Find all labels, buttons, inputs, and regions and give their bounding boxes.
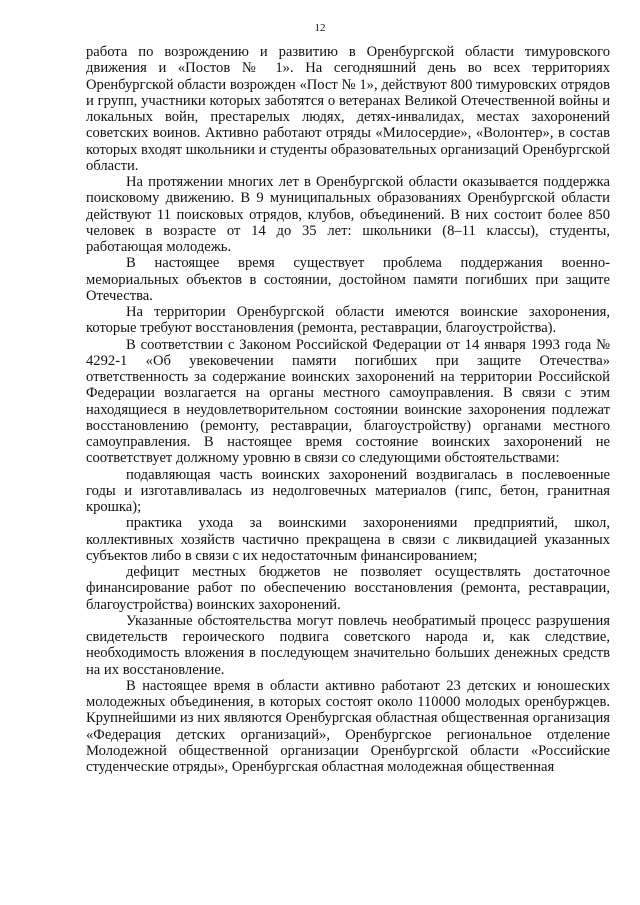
paragraph-7: В настоящее время в области активно работают 23 детских и юношеских молодежных объединения, в которых состоят около 110000 молодых оренбуржцев. Крупнейшими из них являются Оренбургская областная общественная организация «Федерация детских организаций», Оренбургское региональное отделение Молодежной общественной организации Оренбургской области «Российские студенческие отряды», Оренбургская областная молодежная общественная — [86, 677, 610, 775]
list-item-3: дефицит местных бюджетов не позволяет осуществлять достаточное финансирование работ по обеспечению восстановления (ремонта, реставрации, благоустройства) воинских захоронений. — [86, 564, 610, 613]
page-number: 12 — [314, 22, 326, 34]
paragraph-1: работа по возрождению и развитию в Оренбургской области тимуровского движения и «Постов № 1». На сегодняшний день во всех территориях Оренбургской области возрожден «Пост № 1», действуют 800 тимуровских отрядов и групп, участники которых заботятся о ветеранах Великой Отечественной войны и локальных войн, престарелых людях, детях-инвалидах, местах захоронений советских воинов. Активно работают отряды «Милосердие», «Волонтер», в состав которых входят школьники и студенты образовательных организаций Оренбургской области. — [86, 44, 610, 174]
paragraph-5: В соответствии с Законом Российской Федерации от 14 января 1993 года № 4292-1 «Об увековечении памяти погибших при защите Отечества» ответственность за содержание воинских захоронений на территории Российской Федерации возлагается на органы местного самоуправления. В связи с этим находящиеся в неудовлетворительном состоянии воинские захоронения подлежат восстановлению (ремонту, реставрации, благоустройству) органами местного самоуправления. В настоящее время состояние воинских захоронений не соответствует должному уровню в связи со следующими обстоятельствами: — [86, 336, 610, 467]
paragraph-3: В настоящее время существует проблема поддержания военно-мемориальных объектов в состоянии, достойном памяти погибших при защите Отечества. — [86, 255, 610, 304]
list-item-1: подавляющая часть воинских захоронений воздвигалась в послевоенные годы и изготавливалась из недолговечных материалов (гипс, бетон, гранитная крошка); — [86, 466, 610, 515]
paragraph-6: Указанные обстоятельства могут повлечь необратимый процесс разрушения свидетельств героического подвига советского народа и, как следствие, необходимость вложения в последующем значительно больших денежных средств на их восстановление. — [86, 612, 610, 678]
paragraph-2: На протяжении многих лет в Оренбургской области оказывается поддержка поисковому движению. В 9 муниципальных образованиях Оренбургской области действуют 11 поисковых отрядов, клубов, объединений. В них состоит более 850 человек в возрасте от 14 до 35 лет: школьники (8–11 классы), студенты, работающая молодежь. — [86, 174, 610, 255]
document-body — [86, 44, 610, 775]
list-item-2: практика ухода за воинскими захоронениями предприятий, школ, коллективных хозяйств частично прекращена в связи с ликвидацией указанных субъектов либо в связи с их недостаточным финансированием; — [86, 515, 610, 564]
paragraph-4: На территории Оренбургской области имеются воинские захоронения, которые требуют восстановления (ремонта, реставрации, благоустройства). — [86, 304, 610, 337]
